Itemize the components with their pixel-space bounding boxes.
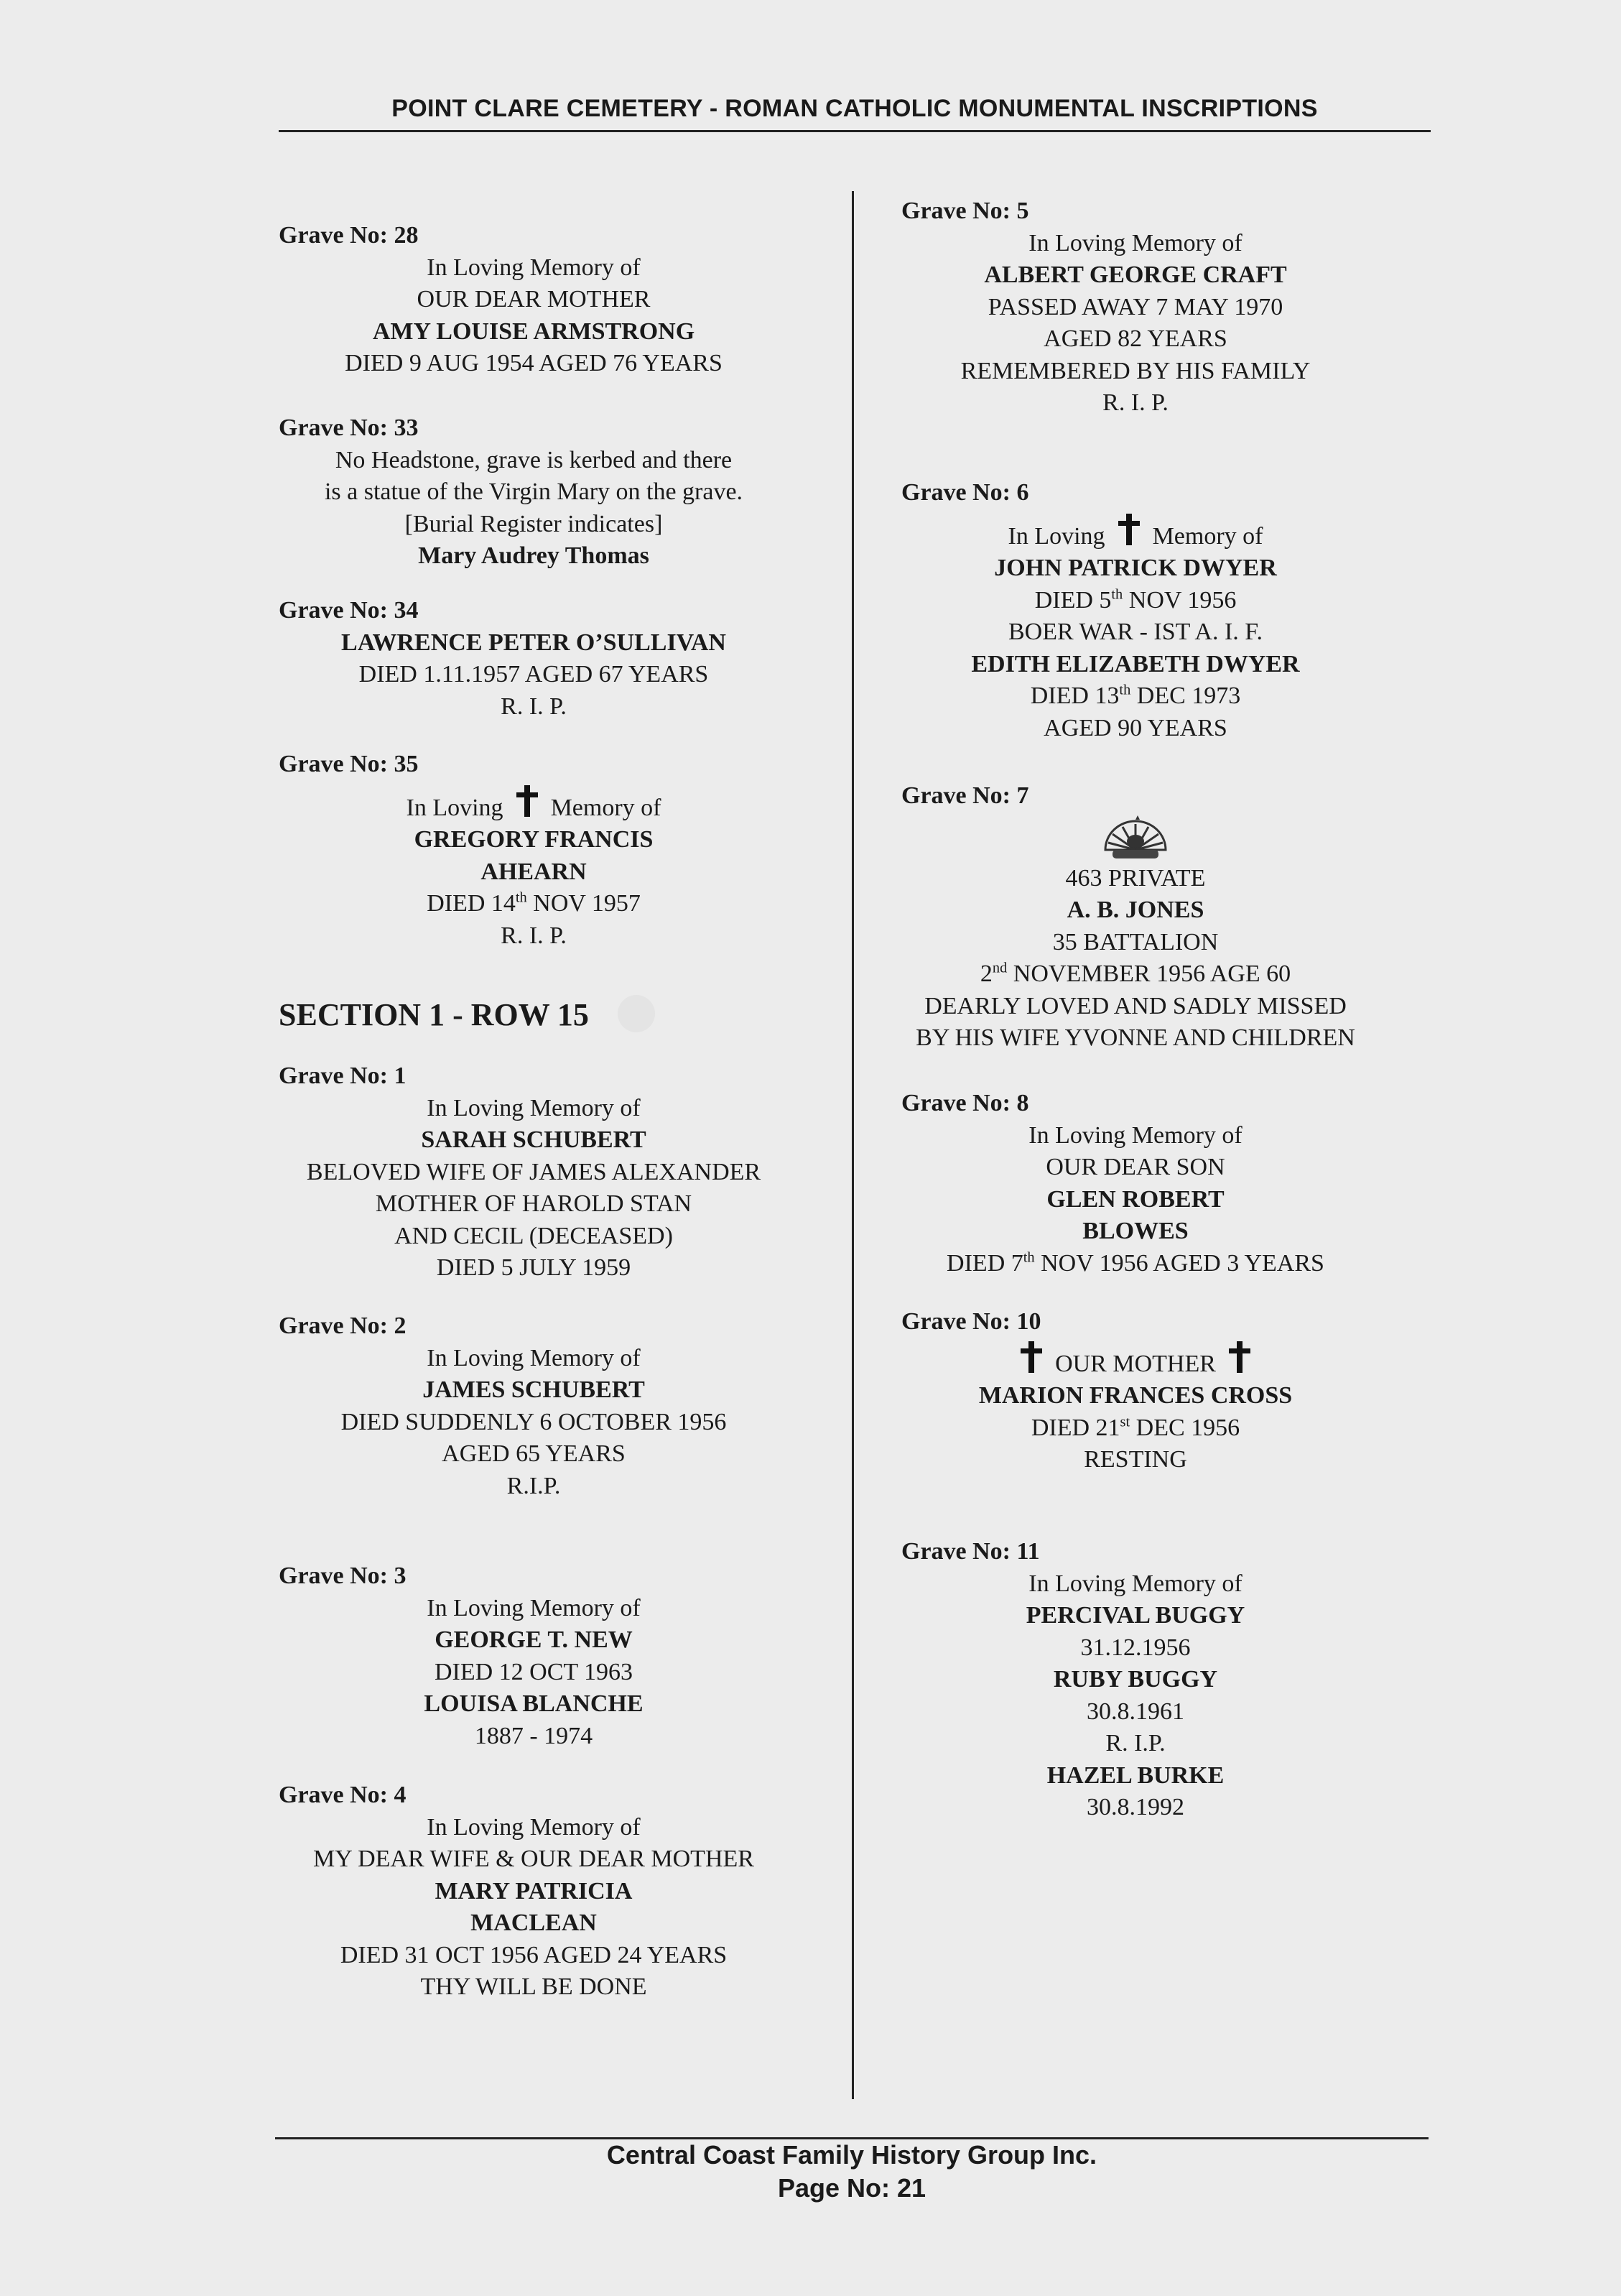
cross-icon — [1021, 1341, 1042, 1373]
page-header: POINT CLARE CEMETERY - ROMAN CATHOLIC MONUMENTAL INSCRIPTIONS — [391, 95, 1318, 122]
deceased-name: HAZEL BURKE — [1046, 1762, 1225, 1789]
deceased-name: Mary Audrey Thomas — [418, 542, 649, 569]
grave-number: Grave No: 6 — [901, 479, 1029, 506]
inscription-line: OUR DEAR SON — [1046, 1154, 1225, 1180]
deceased-name: SARAH SCHUBERT — [421, 1126, 646, 1153]
cross-icon — [516, 785, 538, 817]
grave-entry-8 — [901, 1088, 1370, 1279]
grave-entry-3 — [279, 1560, 789, 1752]
inscription-line: DIED 1.11.1957 AGED 67 YEARS — [358, 661, 709, 688]
inscription-line: RESTING — [1084, 1446, 1187, 1473]
inscription-line: DIED 31 OCT 1956 AGED 24 YEARS — [340, 1941, 728, 1968]
ordinal-suffix: th — [515, 889, 527, 906]
inscription-line — [901, 958, 1370, 991]
inscription-line — [901, 585, 1370, 617]
deceased-name: MARY PATRICIA — [435, 1877, 633, 1904]
inscription-line: AGED 65 YEARS — [442, 1440, 626, 1467]
inscription-text: Memory of — [550, 794, 661, 821]
inscription-line: AGED 82 YEARS — [1044, 325, 1227, 352]
inscription-line: PASSED AWAY 7 MAY 1970 — [988, 293, 1283, 320]
date-text: 2 — [980, 960, 993, 987]
inscription-line: MY DEAR WIFE & OUR DEAR MOTHER — [313, 1846, 754, 1872]
inscription-line: MOTHER OF HAROLD STAN — [375, 1190, 692, 1217]
grave-number: Grave No: 4 — [279, 1782, 407, 1808]
deceased-name: BLOWES — [1082, 1218, 1189, 1244]
grave-number: Grave No: 2 — [279, 1313, 407, 1339]
grave-number: Grave No: 7 — [901, 782, 1029, 809]
inscription-line: DIED 12 OCT 1963 — [434, 1658, 633, 1685]
inscription-line: 35 BATTALION — [1052, 928, 1219, 955]
grave-entry-33 — [279, 412, 789, 573]
inscription-line: In Loving Memory of — [427, 1813, 641, 1841]
deceased-name: A. B. JONES — [1067, 897, 1204, 923]
grave-number: Grave No: 1 — [279, 1063, 407, 1089]
inscription-text: Memory of — [1152, 522, 1263, 550]
ordinal-suffix: th — [1023, 1249, 1035, 1266]
inscription-line: In Loving Memory of — [427, 1594, 641, 1621]
grave-number: Grave No: 5 — [901, 198, 1029, 224]
inscription-line: 463 PRIVATE — [1065, 864, 1206, 892]
date-text: DIED 5 — [1034, 586, 1112, 614]
inscription-line — [901, 1341, 1370, 1381]
ordinal-suffix: th — [1111, 586, 1123, 603]
date-text: DEC 1973 — [1130, 682, 1241, 709]
page-footer — [275, 2139, 1429, 2205]
grave-entry-34 — [279, 595, 789, 723]
inscription-line: R. I. P. — [501, 922, 567, 949]
deceased-name: AHEARN — [480, 858, 587, 885]
date-text: NOV 1956 — [1123, 586, 1237, 614]
inscription-line: 30.8.1992 — [1087, 1794, 1184, 1820]
inscription-line: DIED 5 JULY 1959 — [436, 1254, 631, 1281]
deceased-name: JOHN PATRICK DWYER — [994, 555, 1277, 581]
inscription-line: R. I.P. — [1105, 1730, 1166, 1756]
inscription-line: REMEMBERED BY HIS FAMILY — [960, 357, 1311, 384]
grave-number: Grave No: 28 — [279, 222, 419, 249]
grave-entry-6 — [901, 477, 1370, 744]
grave-number: Grave No: 10 — [901, 1308, 1041, 1335]
grave-entry-4 — [279, 1779, 789, 2004]
date-text: DIED 21 — [1031, 1414, 1120, 1441]
grave-entry-11 — [901, 1536, 1370, 1824]
grave-number: Grave No: 35 — [279, 751, 419, 777]
inscription-line: R. I. P. — [501, 693, 567, 720]
deceased-name: ALBERT GEORGE CRAFT — [984, 261, 1287, 288]
inscription-line: DEARLY LOVED AND SADLY MISSED — [924, 992, 1347, 1019]
inscription-text: In Loving — [1008, 522, 1105, 550]
inscription-line: In Loving Memory of — [427, 1094, 641, 1121]
inscription-line: DIED SUDDENLY 6 OCTOBER 1956 — [340, 1408, 727, 1435]
page-number: Page No: 21 — [777, 2173, 926, 2203]
inscription-line — [901, 680, 1370, 713]
date-text: DIED 13 — [1030, 682, 1120, 709]
inscription-line — [901, 1412, 1370, 1445]
inscription-line: THY WILL BE DONE — [420, 1973, 647, 2000]
cross-icon — [1229, 1341, 1250, 1373]
deceased-name: RUBY BUGGY — [1053, 1666, 1218, 1693]
inscription-line: AND CECIL (DECEASED) — [394, 1222, 673, 1249]
grave-number: Grave No: 34 — [279, 597, 419, 624]
inscription-line: 31.12.1956 — [1080, 1634, 1191, 1661]
inscription-text: OUR MOTHER — [1055, 1350, 1216, 1377]
header-rule — [279, 130, 1431, 132]
grave-entry-7 — [901, 780, 1370, 1055]
deceased-name: JAMES SCHUBERT — [422, 1376, 645, 1403]
date-text: DEC 1956 — [1130, 1414, 1240, 1441]
date-text: NOVEMBER 1956 AGE 60 — [1007, 960, 1291, 987]
deceased-name: GLEN ROBERT — [1046, 1185, 1225, 1213]
ordinal-suffix: nd — [992, 960, 1008, 976]
inscription-line — [901, 514, 1370, 553]
grave-number: Grave No: 33 — [279, 415, 419, 441]
inscription-line: AGED 90 YEARS — [1044, 714, 1227, 741]
grave-number: Grave No: 3 — [279, 1563, 407, 1589]
deceased-name: PERCIVAL BUGGY — [1026, 1602, 1245, 1629]
scan-smudge — [618, 995, 655, 1032]
grave-entry-2 — [279, 1310, 789, 1502]
footer-organization: Central Coast Family History Group Inc. — [606, 2140, 1097, 2170]
inscription-line: In Loving Memory of — [1028, 229, 1243, 256]
deceased-name: LOUISA BLANCHE — [424, 1690, 644, 1717]
deceased-name: AMY LOUISE ARMSTRONG — [372, 318, 695, 345]
inscription-line — [279, 888, 789, 920]
date-text: DIED 7 — [947, 1249, 1023, 1277]
inscription-line: In Loving Memory of — [427, 1344, 641, 1371]
deceased-name: LAWRENCE PETER O’SULLIVAN — [341, 629, 726, 656]
grave-entry-1 — [279, 1060, 789, 1284]
grave-entry-35 — [279, 749, 789, 952]
inscription-line: BOER WAR - IST A. I. F. — [1008, 619, 1263, 645]
grave-number: Grave No: 11 — [901, 1538, 1040, 1565]
inscription-line: 1887 - 1974 — [474, 1722, 593, 1749]
grave-number: Grave No: 8 — [901, 1090, 1029, 1116]
deceased-name: EDITH ELIZABETH DWYER — [971, 650, 1300, 677]
deceased-name: GREGORY FRANCIS — [414, 826, 654, 853]
inscription-text: In Loving — [406, 794, 503, 821]
section-title: SECTION 1 - ROW 15 — [279, 997, 589, 1032]
rising-sun-badge-icon — [901, 813, 1370, 863]
inscription-line: In Loving Memory of — [1028, 1570, 1243, 1597]
deceased-name: MARION FRANCES CROSS — [978, 1382, 1293, 1409]
grave-entry-10 — [901, 1306, 1370, 1476]
deceased-name: MACLEAN — [470, 1910, 597, 1936]
deceased-name: GEORGE T. NEW — [435, 1626, 633, 1653]
date-text: NOV 1957 — [526, 890, 641, 917]
inscription-line: R.I.P. — [506, 1472, 561, 1499]
column-divider — [852, 191, 854, 2099]
grave-entry-5 — [901, 195, 1370, 420]
date-text: DIED 14 — [427, 890, 516, 917]
ordinal-suffix: st — [1120, 1414, 1130, 1430]
inscription-line: OUR DEAR MOTHER — [417, 286, 651, 313]
date-text: NOV 1956 AGED 3 YEARS — [1034, 1249, 1324, 1277]
grave-entry-28 — [279, 220, 789, 380]
inscription-line: 30.8.1961 — [1087, 1698, 1184, 1725]
inscription-line — [901, 1248, 1370, 1280]
inscription-line: BY HIS WIFE YVONNE AND CHILDREN — [916, 1024, 1355, 1051]
ordinal-suffix: th — [1119, 682, 1131, 698]
inscription-line: R. I. P. — [1102, 389, 1169, 416]
inscription-line: In Loving Memory of — [427, 254, 641, 281]
note-line: [Burial Register indicates] — [404, 510, 663, 537]
note-line: No Headstone, grave is kerbed and there — [335, 446, 733, 473]
inscription-line — [279, 785, 789, 825]
inscription-line: BELOVED WIFE OF JAMES ALEXANDER — [306, 1158, 761, 1185]
inscription-line: In Loving Memory of — [1028, 1121, 1243, 1149]
cross-icon — [1118, 514, 1140, 545]
inscription-line: DIED 9 AUG 1954 AGED 76 YEARS — [345, 350, 723, 376]
note-line: is a statue of the Virgin Mary on the grave. — [324, 478, 743, 505]
